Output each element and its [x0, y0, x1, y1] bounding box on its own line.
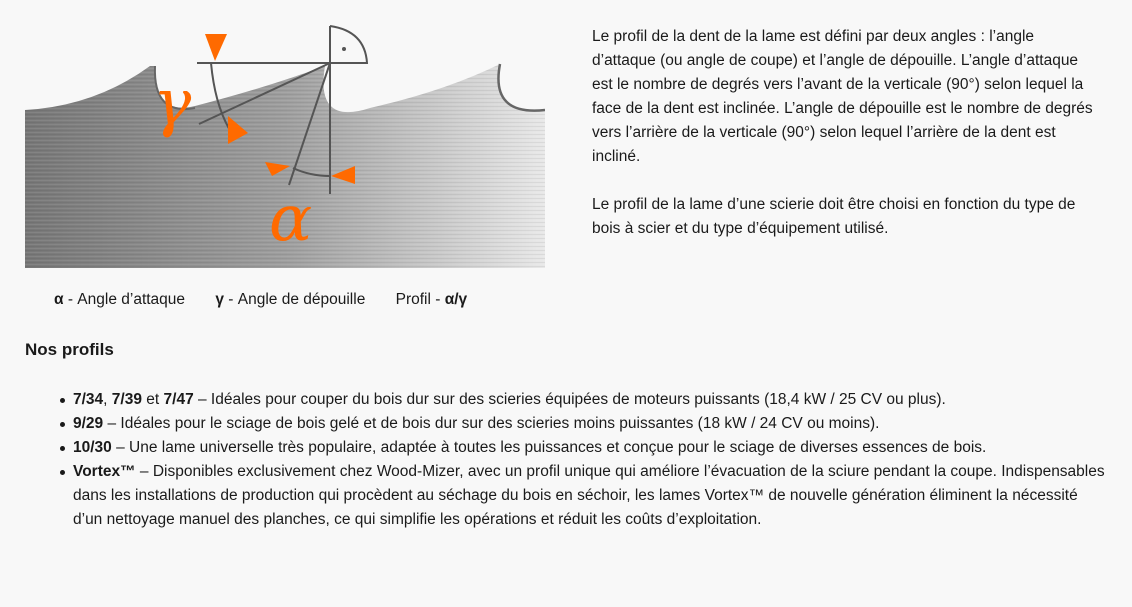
- section-heading: Nos profils: [25, 340, 114, 359]
- legend-gamma: γ - Angle de dépouille: [215, 291, 366, 308]
- intro-paragraph: Le profil de la lame d’une scierie doit être choisi en fonction du type de bois à scier et du type d’équipement utilisé.: [592, 196, 1076, 237]
- blade-illustration: [25, 16, 545, 268]
- intro-paragraph: Le profil de la dent de la lame est défini par deux angles : l’angle d’attaque (ou angle de coupe) et l’angle de dépouille. L’angle d’attaque est le nombre de degrés vers l’avant de la verticale (90°) selon lequel la face de la dent est inclinée. L’angle de dépouille est le nombre de degrés vers l’arrière de la verticale (90°) selon lequel l’arrière de la dent est incliné.: [592, 28, 1093, 165]
- profile-code: 7/47: [163, 391, 194, 408]
- profiles-list: [25, 388, 1105, 532]
- profile-code: 9/29: [73, 415, 104, 432]
- profile-code: 7/39: [111, 391, 142, 408]
- tooth-profile-diagram: [25, 16, 545, 268]
- profile-code: 7/34: [73, 391, 104, 408]
- legend-profile: Profil - α/γ: [395, 291, 468, 308]
- profile-code: Vortex™: [73, 463, 136, 480]
- figure-legend: [54, 288, 493, 312]
- legend-alpha: α - Angle d’attaque: [54, 291, 186, 308]
- list-item: Vortex™ – Disponibles exclusivement chez Wood-Mizer, avec un profil unique qui améliore l’évacuation de la sciure pendant la coupe. Indispensables dans les installations de production qui procèdent au séchage du bois en séchoir, les lames Vortex™ de nouvelle génération éliminent la nécessité d’un nettoyage manuel des planches, ce qui simplifie les opérations et réduit les coûts d’exploitation.: [73, 460, 1105, 532]
- list-item: 10/30 – Une lame universelle très populaire, adaptée à toutes les puissances et conçue pour le sciage de diverses essences de bois.: [73, 436, 1105, 460]
- gamma-symbol: γ: [153, 66, 192, 140]
- list-item: 7/34, 7/39 et 7/47 – Idéales pour couper du bois dur sur des scieries équipées de moteurs puissants (18,4 kW / 25 CV ou plus).: [73, 388, 1105, 412]
- list-item: 9/29 – Idéales pour le sciage de bois gelé et de bois dur sur des scieries moins puissantes (18 kW / 24 CV ou moins).: [73, 412, 1105, 436]
- profile-code: 10/30: [73, 439, 112, 456]
- alpha-symbol: α: [269, 182, 313, 256]
- intro-text: [592, 25, 1102, 265]
